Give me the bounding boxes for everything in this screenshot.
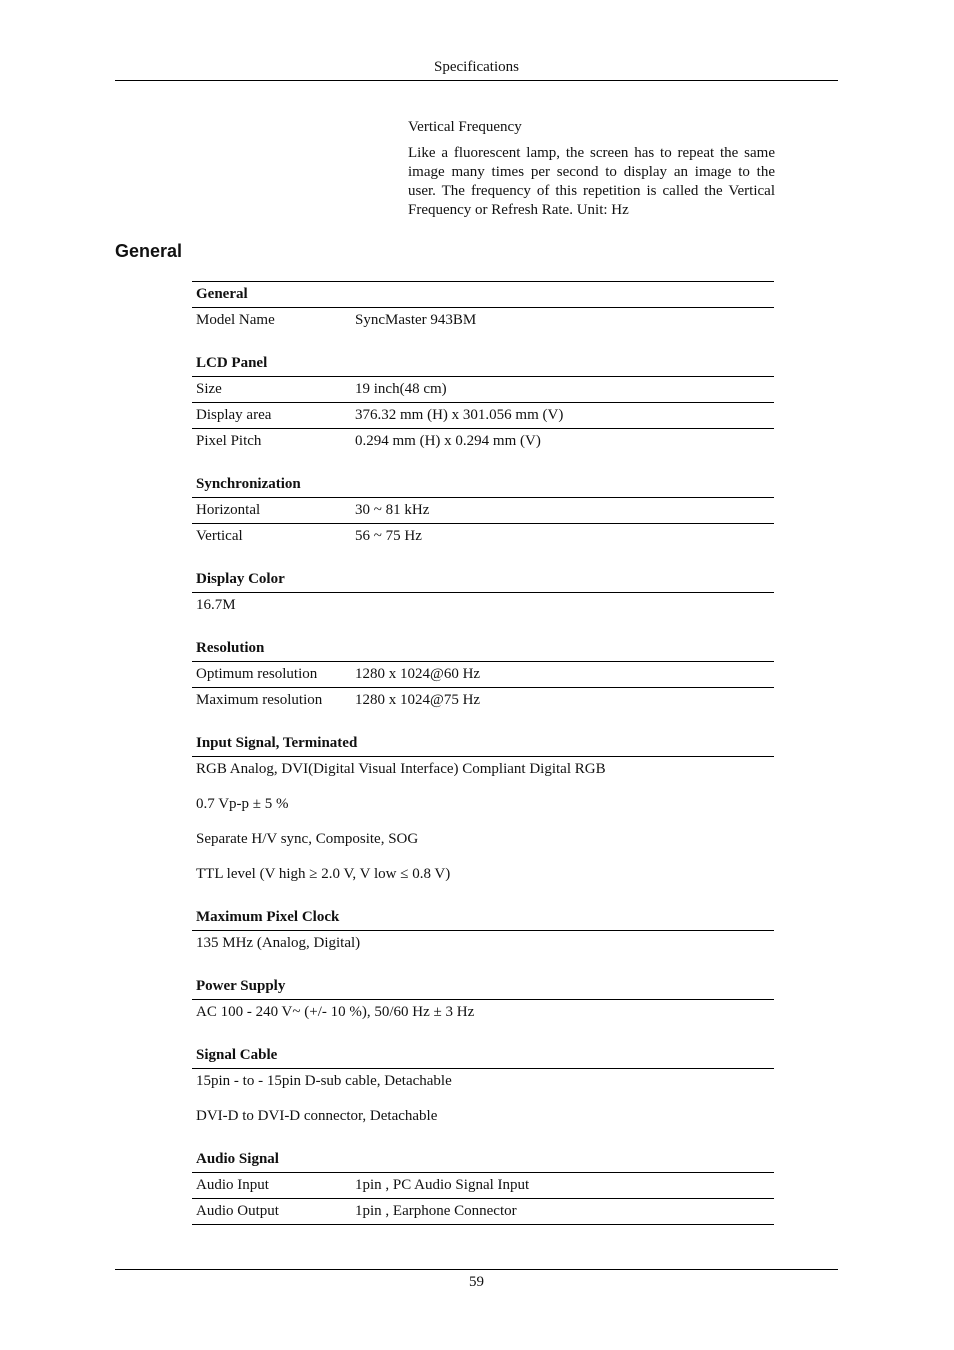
group-heading-lcd-panel: LCD Panel: [192, 350, 774, 377]
spec-line: TTL level (V high ≥ 2.0 V, V low ≤ 0.8 V): [196, 866, 451, 882]
spec-line: Separate H/V sync, Composite, SOG: [196, 831, 419, 847]
group-heading-audio-signal: Audio Signal: [192, 1146, 774, 1173]
group-heading-resolution: Resolution: [192, 635, 774, 662]
page-number: 59: [469, 1274, 484, 1290]
spec-label: Model Name: [196, 312, 275, 328]
spec-row-maximum-resolution: [192, 688, 774, 713]
spec-value: 1pin , Earphone Connector: [355, 1203, 517, 1219]
spec-row-vertical: [192, 524, 774, 549]
spec-row-display-area: [192, 403, 774, 429]
spec-value: 376.32 mm (H) x 301.056 mm (V): [355, 407, 564, 423]
spec-label: Audio Output: [196, 1203, 279, 1219]
running-header: Specifications: [434, 59, 519, 75]
spec-value: SyncMaster 943BM: [355, 312, 477, 328]
spec-row-audio-input: [192, 1173, 774, 1199]
spec-row-model-name: [192, 308, 774, 333]
spec-value: 19 inch(48 cm): [355, 381, 447, 397]
spec-label: Size: [196, 381, 222, 397]
spec-line: 135 MHz (Analog, Digital): [196, 935, 361, 951]
spec-label: Display area: [196, 407, 272, 423]
spec-value: 30 ~ 81 kHz: [355, 502, 430, 518]
spec-value: 1280 x 1024@60 Hz: [355, 666, 481, 682]
spec-line: DVI-D to DVI-D connector, Detachable: [196, 1108, 438, 1124]
group-heading-display-color: Display Color: [192, 566, 774, 593]
group-heading-general: General: [192, 282, 774, 308]
spec-label: Horizontal: [196, 502, 261, 518]
definition-block: [408, 118, 775, 220]
definition-term: Vertical Frequency: [408, 119, 522, 135]
spec-row-pixel-pitch: [192, 429, 774, 454]
spec-value: 1pin , PC Audio Signal Input: [355, 1177, 530, 1193]
spec-label: Audio Input: [196, 1177, 269, 1193]
group-heading-input-signal: Input Signal, Terminated: [192, 730, 774, 757]
spec-row-audio-output: [192, 1199, 774, 1225]
group-heading-max-pixel-clock: Maximum Pixel Clock: [192, 904, 774, 931]
group-heading-power-supply: Power Supply: [192, 973, 774, 1000]
spec-line: 15pin - to - 15pin D-sub cable, Detachable: [196, 1073, 452, 1089]
spec-row-size: [192, 377, 774, 403]
spec-table: [192, 281, 774, 1225]
group-heading-signal-cable: Signal Cable: [192, 1042, 774, 1069]
spec-label: Vertical: [196, 528, 243, 544]
footer-rule: [115, 1269, 838, 1270]
spec-label: Pixel Pitch: [196, 433, 262, 449]
spec-value: 0.294 mm (H) x 0.294 mm (V): [355, 433, 541, 449]
spec-line: 0.7 Vp-p ± 5 %: [196, 796, 289, 812]
spec-line: AC 100 - 240 V~ (+/- 10 %), 50/60 Hz ± 3 Hz: [196, 1004, 475, 1020]
spec-label: Maximum resolution: [196, 692, 323, 708]
spec-line: RGB Analog, DVI(Digital Visual Interface) Compliant Digital RGB: [196, 761, 606, 777]
header-rule: [115, 80, 838, 81]
definition-description: Like a fluorescent lamp, the screen has to repeat the same image many times per second to display an image to the user. The frequency of this repetition is called the Vertical Frequency or Refresh Rate. Unit: Hz: [408, 145, 775, 218]
section-title: General: [115, 241, 183, 261]
group-heading-synchronization: Synchronization: [192, 471, 774, 498]
spec-row-optimum-resolution: [192, 662, 774, 688]
spec-label: Optimum resolution: [196, 666, 318, 682]
spec-line: 16.7M: [196, 597, 236, 613]
spec-value: 1280 x 1024@75 Hz: [355, 692, 481, 708]
spec-value: 56 ~ 75 Hz: [355, 528, 422, 544]
spec-row-horizontal: [192, 498, 774, 524]
